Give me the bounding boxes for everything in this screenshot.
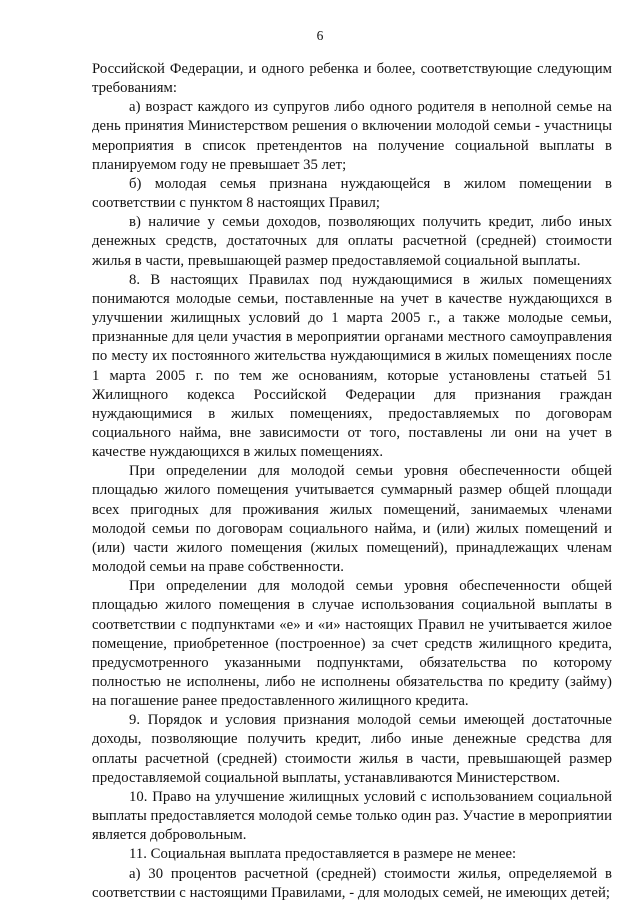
paragraph-requirement-a: а) возраст каждого из супругов либо одного родителя в неполной семье на день принятия Министерством решения о включении молодой семьи - участницы мероприятия в список претендентов на получение социальной выплаты в планируемом году не превышает 35 лет; [92,99,612,173]
paragraph-requirement-b: б) молодая семья признана нуждающейся в жилом помещении в соответствии с пунктом 8 настоящих Правил; [92,175,612,212]
paragraph-clause-11-a: а) 30 процентов расчетной (средней) стоимости жилья, определяемой в соответствии с настоящими Правилами, - для молодых семей, не имеющих детей; [92,865,612,901]
paragraph-clause-8-credit-exclusion: При определении для молодой семьи уровня обеспеченности общей площадью жилого помещения в случае использования социальной выплаты в соответствии с подпунктами «е» и «и» настоящих Правил не учитывается жилое помещение, приобретенное (построенное) за счет средств жилищного кредита, предусмотренного указанными подпунктами, обязательства по которому полностью не исполнены, либо не исполнены обязательства по кредиту (займу) на погашение ранее предоставленного жилищного кредита. [92,578,612,710]
paragraph-clause-8-housing-area: При определении для молодой семьи уровня обеспеченности общей площадью жилого помещения учитывается суммарный размер общей площади всех пригодных для проживания жилых помещений, занимаемых членами молодой семьи по договорам социального найма, и (или) жилых помещений и (или) части жилого помещения (жилых помещений), принадлежащих членам молодой семьи на праве собственности. [92,463,612,576]
paragraph-continuation: Российской Федерации, и одного ребенка и более, соответствующие следующим требованиям: [92,61,612,97]
document-body [92,60,612,903]
paragraph-clause-10: 10. Право на улучшение жилищных условий с использованием социальной выплаты предоставляется молодой семье только один раз. Участие в мероприятии является добровольным. [92,788,612,844]
page-number: 6 [316,28,324,43]
paragraph-clause-11: 11. Социальная выплата предоставляется в размере не менее: [129,846,517,863]
paragraph-clause-8: 8. В настоящих Правилах под нуждающимися в жилых помещениях понимаются молодые семьи, поставленные на учет в качестве нуждающихся в улучшении жилищных условий до 1 марта 2005 г., а также молодые семьи, признанные для цели участия в мероприятии органами местного самоуправления по месту их постоянного жительства нуждающимися в жилых помещениях после 1 марта 2005 г. по тем же основаниям, которые установлены статьей 51 Жилищного кодекса Российской Федерации для признания граждан нуждающимися в жилых помещениях, предоставляемых по договорам социального найма, вне зависимости от того, поставлены ли они на учет в качестве нуждающихся в жилых помещениях. [92,271,612,461]
paragraph-requirement-c: в) наличие у семьи доходов, позволяющих получить кредит, либо иных денежных средств, достаточных для оплаты расчетной (средней) стоимости жилья в части, превышающей размер предоставляемой социальной выплаты. [92,214,612,269]
paragraph-clause-9: 9. Порядок и условия признания молодой семьи имеющей достаточные доходы, позволяющие получить кредит, либо иные денежные средства для оплаты расчетной (средней) стоимости жилья в части, превышающей размер предоставляемой социальной выплаты, устанавливаются Министерством. [92,712,612,786]
